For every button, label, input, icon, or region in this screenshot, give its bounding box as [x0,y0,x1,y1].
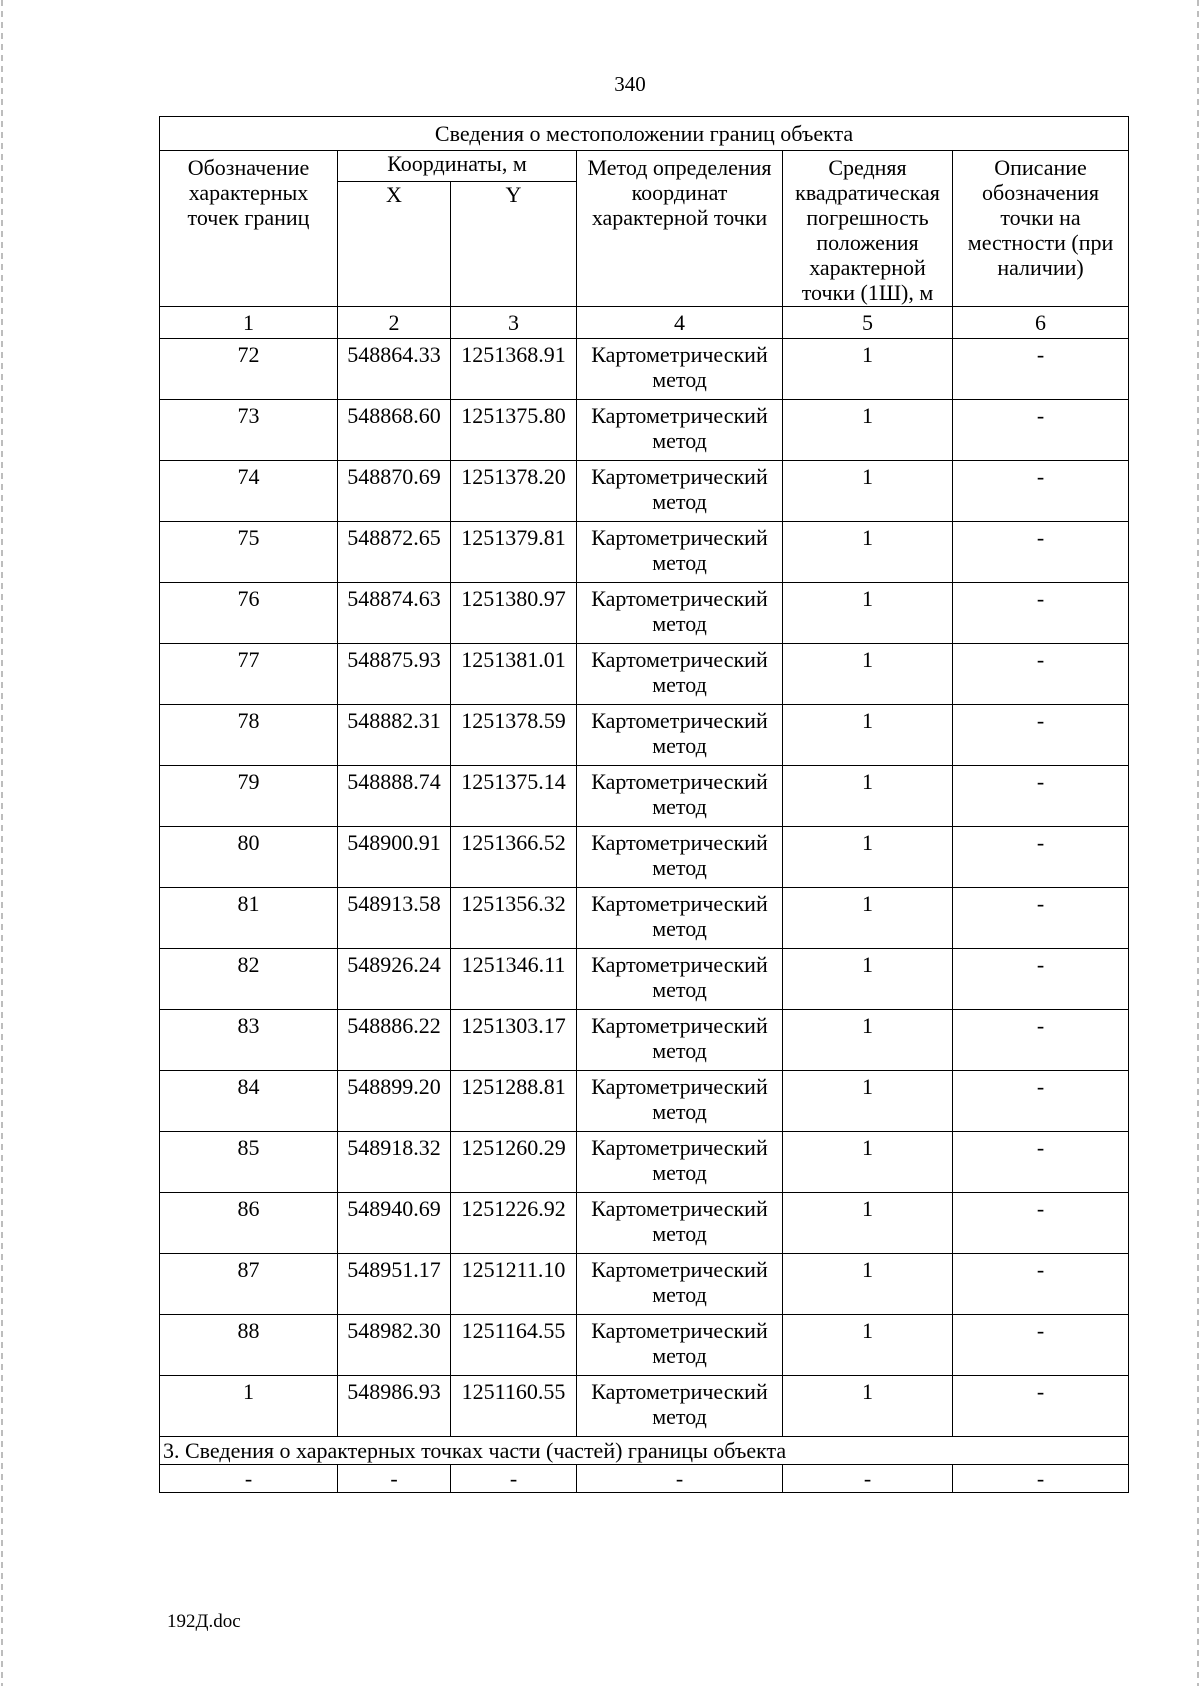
cell-y: 1251260.29 [451,1132,577,1193]
table-row [160,949,1129,1010]
cell-point: 77 [160,644,338,705]
cell-method: Картометрический метод [577,1254,783,1315]
cell-method: Картометрический метод [577,1132,783,1193]
cell-x: 548926.24 [338,949,451,1010]
cell-description: - [953,827,1129,888]
table-row [160,888,1129,949]
cell-error: 1 [783,1193,953,1254]
cell-error: 1 [783,522,953,583]
cell-y: 1251366.52 [451,827,577,888]
cell-point: 1 [160,1376,338,1437]
table-title: Сведения о местоположении границ объекта [160,117,1129,151]
cell-point: 85 [160,1132,338,1193]
cell-error: 1 [783,339,953,400]
cell-y: 1251375.80 [451,400,577,461]
cell-point: 78 [160,705,338,766]
cell-method: Картометрический метод [577,705,783,766]
cell-method: Картометрический метод [577,339,783,400]
cell-x: 548951.17 [338,1254,451,1315]
cell-description: - [953,766,1129,827]
table-row [160,1376,1129,1437]
cell-error: 1 [783,1376,953,1437]
table-row [160,583,1129,644]
cell-x: 548864.33 [338,339,451,400]
column-number: 3 [451,307,577,339]
cell-point: 88 [160,1315,338,1376]
cell-description: - [953,644,1129,705]
header-method: Метод определения координат характерной точки [577,151,783,307]
cell-method: Картометрический метод [577,583,783,644]
cell-x: 548899.20 [338,1071,451,1132]
cell-point: 74 [160,461,338,522]
table-row [160,1010,1129,1071]
table-row [160,705,1129,766]
cell-point: 76 [160,583,338,644]
cell-method: Картометрический метод [577,400,783,461]
cell-description: - [953,522,1129,583]
header-row [160,151,1129,182]
cell-point: 87 [160,1254,338,1315]
cell-method: Картометрический метод [577,888,783,949]
cell-y: 1251380.97 [451,583,577,644]
cell-x: 548870.69 [338,461,451,522]
empty-cell: - [953,1465,1129,1493]
cell-error: 1 [783,1010,953,1071]
table-row [160,766,1129,827]
cell-description: - [953,1254,1129,1315]
cell-x: 548940.69 [338,1193,451,1254]
header-y: Y [451,182,577,307]
cell-x: 548874.63 [338,583,451,644]
cell-y: 1251288.81 [451,1071,577,1132]
cell-point: 86 [160,1193,338,1254]
cell-description: - [953,461,1129,522]
cell-point: 84 [160,1071,338,1132]
cell-description: - [953,400,1129,461]
cell-x: 548872.65 [338,522,451,583]
cell-error: 1 [783,888,953,949]
empty-cell: - [451,1465,577,1493]
cell-x: 548875.93 [338,644,451,705]
header-x: X [338,182,451,307]
table-row [160,644,1129,705]
cell-error: 1 [783,583,953,644]
cell-x: 548913.58 [338,888,451,949]
table-row [160,1254,1129,1315]
cell-description: - [953,583,1129,644]
section-row [160,1437,1129,1465]
cell-point: 79 [160,766,338,827]
cell-error: 1 [783,1132,953,1193]
cell-description: - [953,705,1129,766]
cell-x: 548900.91 [338,827,451,888]
cell-error: 1 [783,949,953,1010]
table-row [160,827,1129,888]
table-title-row [160,117,1129,151]
empty-row [160,1465,1129,1493]
cell-method: Картометрический метод [577,1071,783,1132]
cell-error: 1 [783,644,953,705]
cell-point: 81 [160,888,338,949]
cell-method: Картометрический метод [577,1010,783,1071]
header-designation: Обозначение характерных точек границ [160,151,338,307]
cell-point: 83 [160,1010,338,1071]
cell-y: 1251303.17 [451,1010,577,1071]
cell-error: 1 [783,1315,953,1376]
scan-edge-right [1197,0,1199,1686]
cell-description: - [953,1376,1129,1437]
empty-cell: - [160,1465,338,1493]
cell-method: Картометрический метод [577,1376,783,1437]
table-row [160,461,1129,522]
cell-description: - [953,1071,1129,1132]
cell-description: - [953,339,1129,400]
column-number: 5 [783,307,953,339]
header-error: Средняя квадратическая погрешность положения характерной точки (1Ш), м [783,151,953,307]
cell-error: 1 [783,766,953,827]
table-row [160,1071,1129,1132]
cell-x: 548888.74 [338,766,451,827]
cell-point: 82 [160,949,338,1010]
scan-edge-left [1,0,3,1686]
column-number-row [160,307,1129,339]
section-title: 3. Сведения о характерных точках части (частей) границы объекта [160,1437,1129,1465]
cell-y: 1251346.11 [451,949,577,1010]
cell-y: 1251379.81 [451,522,577,583]
column-number: 6 [953,307,1129,339]
cell-point: 75 [160,522,338,583]
cell-y: 1251164.55 [451,1315,577,1376]
cell-description: - [953,1010,1129,1071]
cell-y: 1251356.32 [451,888,577,949]
cell-x: 548986.93 [338,1376,451,1437]
cell-method: Картометрический метод [577,1193,783,1254]
cell-description: - [953,888,1129,949]
cell-description: - [953,1315,1129,1376]
cell-point: 72 [160,339,338,400]
header-description: Описание обозначения точки на местности (при наличии) [953,151,1129,307]
column-number: 1 [160,307,338,339]
cell-y: 1251226.92 [451,1193,577,1254]
page-number: 340 [614,72,646,96]
table-row [160,1132,1129,1193]
cell-y: 1251211.10 [451,1254,577,1315]
cell-y: 1251368.91 [451,339,577,400]
cell-point: 73 [160,400,338,461]
cell-x: 548868.60 [338,400,451,461]
cell-y: 1251160.55 [451,1376,577,1437]
cell-description: - [953,1193,1129,1254]
cell-error: 1 [783,461,953,522]
footer-filename: 192Д.doc [167,1611,241,1632]
cell-error: 1 [783,400,953,461]
cell-method: Картометрический метод [577,644,783,705]
cell-x: 548882.31 [338,705,451,766]
table-row [160,1315,1129,1376]
empty-cell: - [783,1465,953,1493]
cell-x: 548886.22 [338,1010,451,1071]
cell-method: Картометрический метод [577,1315,783,1376]
cell-description: - [953,949,1129,1010]
cell-method: Картометрический метод [577,949,783,1010]
table-row [160,522,1129,583]
cell-error: 1 [783,827,953,888]
column-number: 4 [577,307,783,339]
cell-description: - [953,1132,1129,1193]
column-number: 2 [338,307,451,339]
cell-method: Картометрический метод [577,766,783,827]
empty-cell: - [577,1465,783,1493]
cell-point: 80 [160,827,338,888]
cell-error: 1 [783,1071,953,1132]
cell-y: 1251378.59 [451,705,577,766]
table-row [160,400,1129,461]
cell-method: Картометрический метод [577,522,783,583]
cell-y: 1251378.20 [451,461,577,522]
cell-error: 1 [783,705,953,766]
cell-method: Картометрический метод [577,461,783,522]
cell-x: 548982.30 [338,1315,451,1376]
cell-method: Картометрический метод [577,827,783,888]
table-row [160,339,1129,400]
cell-y: 1251375.14 [451,766,577,827]
cell-error: 1 [783,1254,953,1315]
cell-x: 548918.32 [338,1132,451,1193]
cell-y: 1251381.01 [451,644,577,705]
table-row [160,1193,1129,1254]
empty-cell: - [338,1465,451,1493]
boundary-points-table [159,116,1129,1493]
header-coordinates: Координаты, м [338,151,577,182]
